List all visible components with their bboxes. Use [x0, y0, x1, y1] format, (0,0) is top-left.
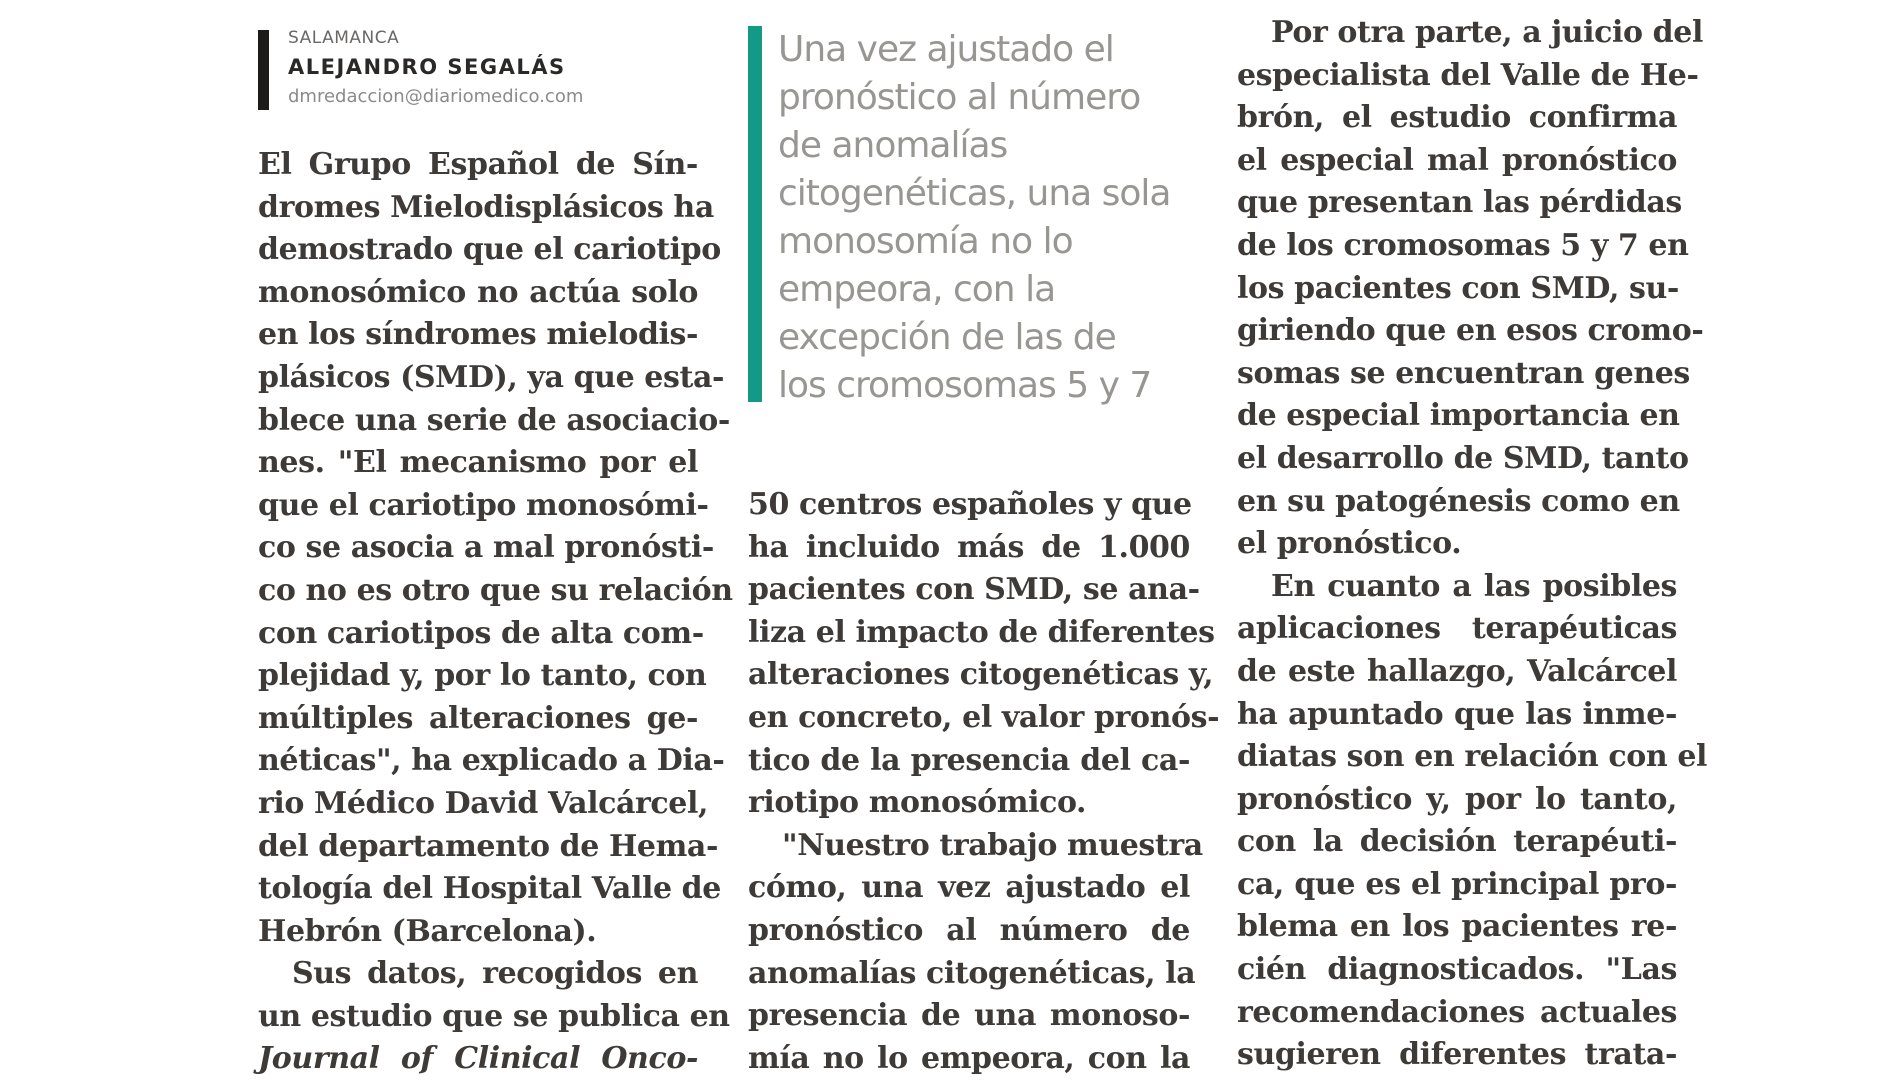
pull-quote-line: excepción de las de: [778, 317, 1116, 358]
text-line: sugieren diferentes trata-: [1237, 1037, 1677, 1073]
byline-bar: [258, 30, 269, 110]
text-line: giriendo que en esos cromo-: [1237, 313, 1704, 349]
text-line: monosómico no actúa solo: [258, 274, 698, 310]
text-line: en concreto, el valor pronós-: [748, 699, 1220, 735]
pull-quote-text: [778, 26, 1190, 410]
text-line: En cuanto a las posibles: [1271, 568, 1677, 604]
article-column-3: [1237, 12, 1708, 1077]
text-line: co no es otro que su relación: [258, 572, 733, 608]
text-line: riotipo monosómico.: [748, 785, 1087, 821]
pull-quote-line: monosomía no lo: [778, 221, 1073, 262]
text-line: ca, que es el principal pro-: [1237, 866, 1677, 902]
text-line: que presentan las pérdidas: [1237, 185, 1682, 221]
pull-quote-line: de anomalías: [778, 125, 1008, 166]
text-line: de los cromosomas 5 y 7 en: [1237, 227, 1689, 263]
text-line: El Grupo Español de Sín-: [258, 147, 698, 182]
article-column-1: [258, 144, 733, 1081]
text-line: el pronóstico.: [1237, 526, 1462, 562]
text-line: mía no lo empeora, con la: [748, 1040, 1190, 1076]
text-line: Hebrón (Barcelona).: [258, 913, 597, 949]
text-line: pronóstico y, por lo tanto,: [1237, 781, 1677, 817]
text-line: el especial mal pronóstico: [1237, 142, 1677, 178]
text-line: tología del Hospital Valle de: [258, 871, 721, 907]
text-line: un estudio que se publica en: [258, 998, 730, 1034]
byline-author: ALEJANDRO SEGALÁS: [288, 55, 566, 79]
text-line: 50 centros españoles y que: [748, 487, 1192, 522]
text-line: co se asocia a mal pronósti-: [258, 530, 714, 566]
text-line: especialista del Valle de He-: [1237, 57, 1699, 93]
text-line: diatas son en relación con el: [1237, 739, 1708, 775]
text-line: somas se encuentran genes: [1237, 355, 1690, 391]
text-line: en su patogénesis como en: [1237, 483, 1680, 519]
byline-place: SALAMANCA: [288, 28, 400, 48]
text-line: el desarrollo de SMD, tanto: [1237, 440, 1689, 476]
text-line: brón, el estudio confirma: [1237, 100, 1677, 136]
text-line: dromes Mielodisplásicos ha: [258, 189, 714, 225]
pull-quote-line: los cromosomas 5 y 7: [778, 365, 1152, 406]
text-line: cién diagnosticados. "Las: [1237, 952, 1677, 988]
text-line: de este hallazgo, Valcárcel: [1237, 653, 1677, 689]
text-line: cómo, una vez ajustado el: [748, 870, 1190, 906]
text-line: Por otra parte, a juicio del: [1271, 15, 1703, 50]
text-line: néticas", ha explicado a Dia-: [258, 743, 725, 779]
byline: [258, 22, 698, 114]
text-line: ha apuntado que las inme-: [1237, 696, 1677, 732]
text-line: "Nuestro trabajo muestra: [782, 827, 1203, 863]
text-line: pronóstico al número de: [748, 912, 1190, 948]
text-line: Sus datos, recogidos en: [292, 956, 698, 992]
text-line: que el cariotipo monosómi-: [258, 487, 709, 523]
text-line: nes. "El mecanismo por el: [258, 445, 698, 481]
text-line: aplicaciones terapéuticas: [1237, 611, 1677, 647]
text-line: plásicos (SMD), ya que esta-: [258, 359, 725, 395]
byline-email: dmredaccion@diariomedico.com: [288, 86, 584, 107]
text-line: blece una serie de asociacio-: [258, 402, 730, 438]
pull-quote: [748, 26, 1190, 406]
text-line: alteraciones citogenéticas y,: [748, 657, 1214, 693]
text-line: tico de la presencia del ca-: [748, 742, 1190, 778]
text-line: con cariotipos de alta com-: [258, 615, 704, 651]
text-line: liza el impacto de diferentes: [748, 614, 1215, 650]
text-line: plejidad y, por lo tanto, con: [258, 658, 707, 694]
text-line: Journal of Clinical Onco-: [258, 1041, 698, 1077]
text-line: recomendaciones actuales: [1237, 994, 1677, 1030]
pull-quote-accent-bar: [748, 26, 762, 402]
article-column-2: [748, 484, 1220, 1080]
text-line: los pacientes con SMD, su-: [1237, 270, 1679, 306]
pull-quote-line: pronóstico al número: [778, 77, 1141, 118]
text-line: demostrado que el cariotipo: [258, 232, 721, 268]
text-line: de especial importancia en: [1237, 398, 1680, 434]
text-line: blema en los pacientes re-: [1237, 909, 1677, 945]
text-line: presencia de una monoso-: [748, 998, 1190, 1034]
text-line: del departamento de Hema-: [258, 828, 719, 864]
text-line: rio Médico David Valcárcel,: [258, 785, 709, 821]
text-line: pacientes con SMD, se ana-: [748, 572, 1200, 608]
text-line: en los síndromes mielodis-: [258, 317, 699, 353]
text-line: anomalías citogenéticas, la: [748, 955, 1196, 991]
pull-quote-line: citogenéticas, una sola: [778, 173, 1171, 214]
text-line: con la decisión terapéuti-: [1237, 824, 1677, 860]
pull-quote-line: Una vez ajustado el: [778, 29, 1114, 70]
text-line: ha incluido más de 1.000: [748, 529, 1190, 565]
text-line: múltiples alteraciones ge-: [258, 700, 698, 736]
pull-quote-line: empeora, con la: [778, 269, 1056, 310]
